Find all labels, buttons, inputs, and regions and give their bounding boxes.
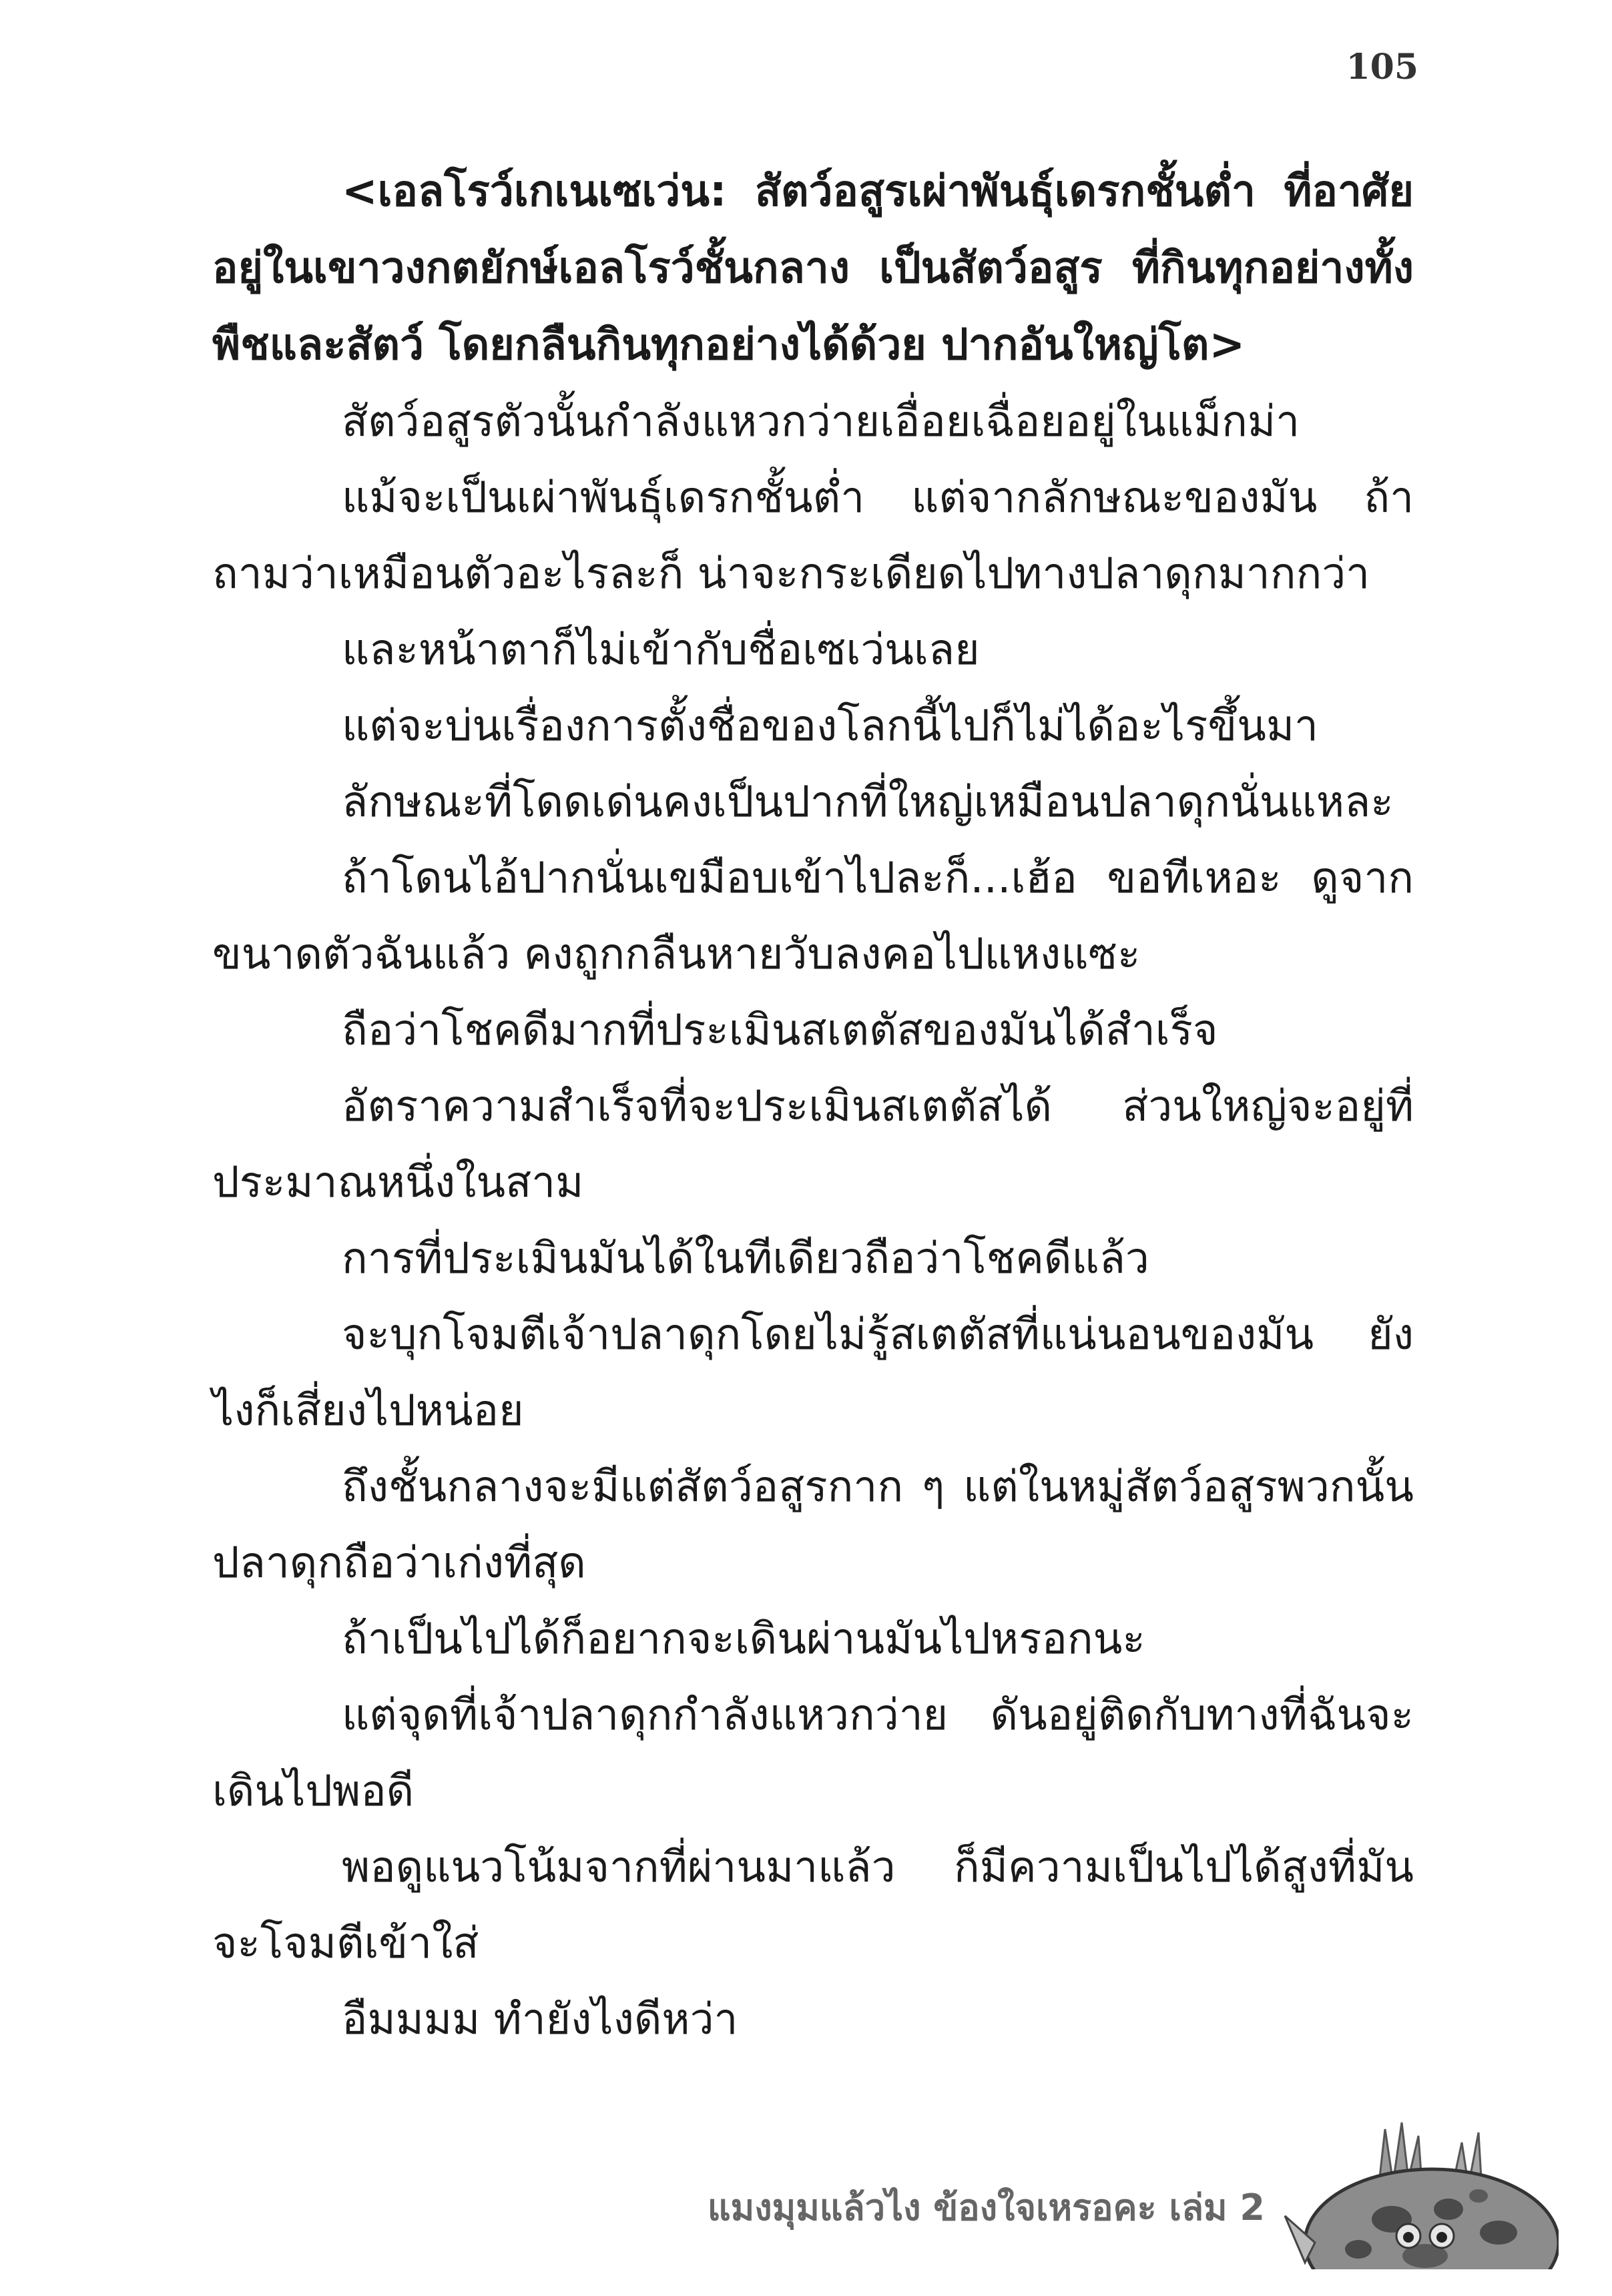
paragraph: อัตราความสำเร็จที่จะประเมินสเตตัสได้ ส่วนใหญ่จะอยู่ที่ประมาณหนึ่งในสาม — [212, 1082, 1414, 1207]
paragraph: พอดูแนวโน้มจากที่ผ่านมาแล้ว ก็มีความเป็นไปได้สูงที่มันจะโจมตีเข้าใส่ — [212, 1843, 1414, 1968]
paragraph: ถ้าโดนไอ้ปากนั่นเขมือบเข้าไปละก็...เฮ้อ ขอทีเหอะ ดูจากขนาดตัวฉันแล้ว คงถูกกลืนหายวับลงคอไปแหงแซะ — [212, 854, 1414, 979]
paragraph: ลักษณะที่โดดเด่นคงเป็นปากที่ใหญ่เหมือนปลาดุกนั่นแหละ — [342, 778, 1394, 827]
paragraph: อืมมมม ทำยังไงดีหว่า — [342, 1995, 738, 2044]
paragraph: การที่ประเมินมันได้ในทีเดียวถือว่าโชคดีแล้ว — [342, 1234, 1149, 1283]
paragraph: ถึงชั้นกลางจะมีแต่สัตว์อสูรกาก ๆ แต่ในหมู่สัตว์อสูรพวกนั้น ปลาดุกถือว่าเก่งที่สุด — [212, 1462, 1414, 1588]
paragraph: แต่จะบ่นเรื่องการตั้งชื่อของโลกนี้ไปก็ไม่ได้อะไรขึ้นมา — [342, 701, 1318, 751]
paragraph: ถ้าเป็นไปได้ก็อยากจะเดินผ่านมันไปหรอกนะ — [342, 1615, 1145, 1664]
spider-egg-mascot-icon — [1278, 2109, 1559, 2269]
paragraph: สัตว์อสูรตัวนั้นกำลังแหวกว่ายเอื่อยเฉื่อยอยู่ในแม็กม่า — [342, 397, 1300, 447]
paragraph: และหน้าตาก็ไม่เข้ากับชื่อเซเว่นเลย — [342, 625, 980, 675]
page-footer — [707, 2122, 1612, 2269]
paragraph: แม้จะเป็นเผ่าพันธุ์เดรกชั้นต่ำ แต่จากลักษณะของมัน ถ้าถามว่าเหมือนตัวอะไรละก็ น่าจะกระเดียดไปทางปลาดุกมากกว่า — [212, 473, 1414, 599]
status-box-text: <เอลโรว์เกเนเซเว่น: สัตว์อสูรเผ่าพันธุ์เดรกชั้นต่ำ ที่อาศัยอยู่ในเขาวงกตยักษ์เอลโรว์ชั้นกลาง เป็นสัตว์อสูร ที่กินทุกอย่างทั้งพืชและสัตว์ โดยกลืนกินทุกอย่างได้ด้วย ปากอันใหญ่โต> — [212, 167, 1414, 370]
page-body — [212, 154, 1414, 2058]
page-number: 105 — [1346, 47, 1418, 87]
paragraph: จะบุกโจมตีเจ้าปลาดุกโดยไม่รู้สเตตัสที่แน่นอนของมัน ยังไงก็เสี่ยงไปหน่อย — [212, 1310, 1414, 1436]
book-title: แมงมุมแล้วไง ข้องใจเหรอคะ เล่ม 2 — [707, 2187, 1265, 2229]
paragraph: ถือว่าโชคดีมากที่ประเมินสเตตัสของมันได้สำเร็จ — [342, 1006, 1218, 1055]
paragraph: แต่จุดที่เจ้าปลาดุกกำลังแหวกว่าย ดันอยู่ติดกับทางที่ฉันจะเดินไปพอดี — [212, 1691, 1414, 1816]
